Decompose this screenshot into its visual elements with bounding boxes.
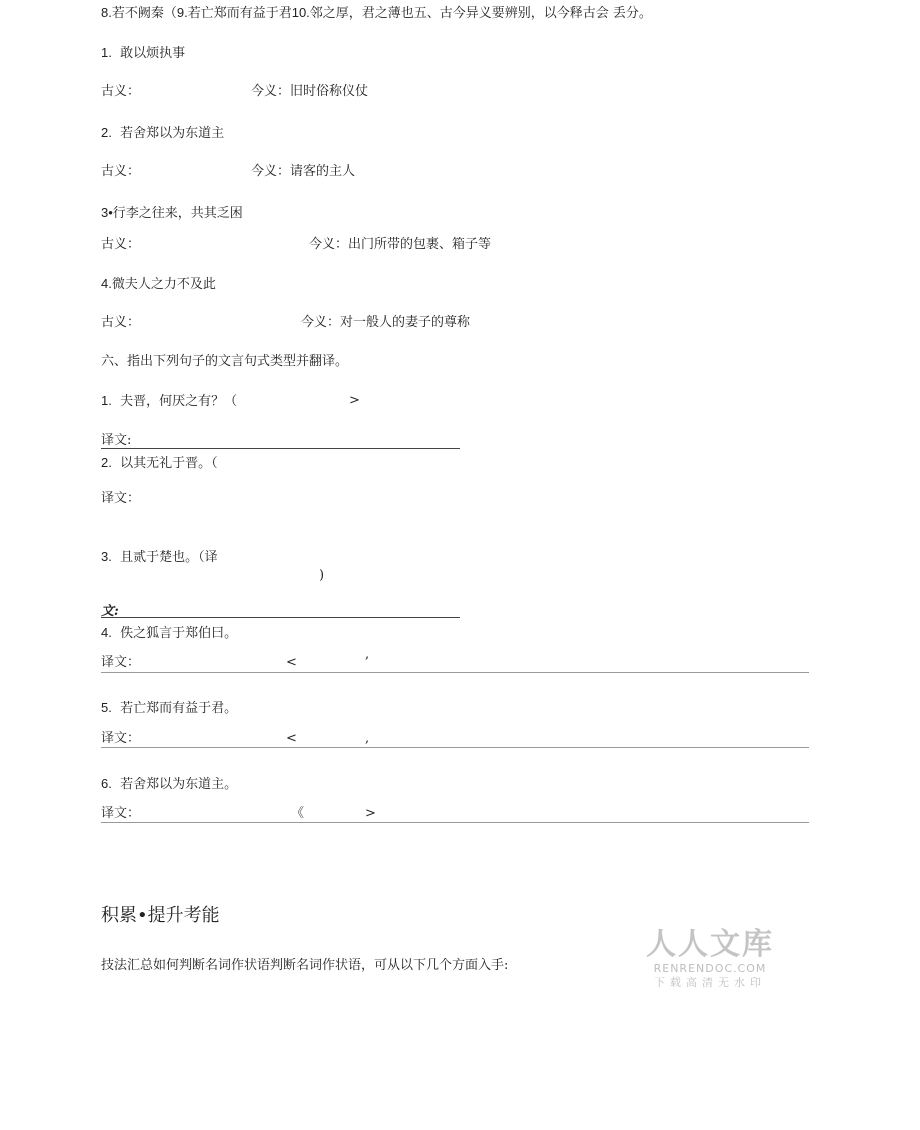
- juzi-item-4: [101, 625, 237, 642]
- jin-yi-text: 今义：出门所带的包裹、箱子等: [309, 237, 492, 252]
- yiwen-label: 译文:: [101, 433, 132, 448]
- line-8-9-10: [101, 5, 652, 22]
- watermark-title: 人人文库: [646, 927, 774, 962]
- comma-mark: ,: [365, 731, 370, 746]
- item-number: 6.: [101, 776, 112, 791]
- answer-line: [101, 672, 809, 673]
- yiwen-label: 文:: [101, 604, 119, 619]
- gujin-item-4: [101, 276, 216, 293]
- answer-line: [101, 822, 809, 823]
- gujin-item-3: [101, 205, 243, 222]
- watermark-logo: [645, 928, 775, 990]
- gujin-item-1: [101, 45, 185, 62]
- item-text: 若不阙秦（: [111, 6, 177, 21]
- watermark-url: RENRENDOC.COM: [653, 962, 767, 975]
- yiwen-label: 译文：: [101, 655, 141, 670]
- item-text: 若亡郑而有益于君。: [120, 701, 238, 716]
- juzi-item-2: [101, 455, 218, 472]
- jin-yi-text: 今义：对一般人的妻子的尊称: [301, 315, 471, 330]
- open-bracket: <: [286, 731, 297, 746]
- item-number: 1.: [101, 393, 112, 408]
- gu-yi-label: 古义：: [101, 237, 141, 252]
- item-text: 佚之狐言于郑伯曰。: [120, 626, 238, 641]
- juzi-item-6: [101, 776, 237, 793]
- item-number: 4.: [101, 625, 112, 640]
- watermark-tagline: 下载高清无水印: [654, 976, 766, 989]
- item-number: 10.: [291, 5, 310, 20]
- item-number: 8.: [101, 5, 112, 20]
- juzi-item-3: [101, 549, 218, 566]
- item-text: 夫晋，何厌之有？（: [120, 394, 238, 409]
- item-text: 以其无礼于晋。（: [120, 456, 218, 471]
- item-text: 若舍郑以为东道主。: [120, 777, 238, 792]
- comma-mark: ,: [365, 647, 370, 662]
- item-text: 微夫人之力不及此: [111, 277, 216, 292]
- item-number: 2.: [101, 125, 112, 140]
- juzi-item-5: [101, 700, 237, 717]
- open-bracket: <: [286, 655, 297, 670]
- answer-line: [101, 448, 460, 449]
- answer-line: [101, 747, 809, 748]
- item-text: 且贰于楚也。（译: [120, 550, 218, 565]
- gu-yi-label: 古义：: [101, 315, 141, 330]
- gu-yi-label: 古义：: [101, 164, 141, 179]
- item-text: 邻之厚，君之薄也五、古今异义要辨别，以今释古会 丢分。: [309, 6, 652, 21]
- yiwen-label: 译文：: [101, 806, 141, 821]
- close-bracket: >: [365, 806, 376, 821]
- section-heading: 积累•提升考能: [101, 905, 220, 926]
- item-number: 1.: [101, 45, 112, 60]
- answer-line: [101, 617, 460, 618]
- yiwen-label: 译文：: [101, 491, 141, 506]
- item-number: 4.: [101, 276, 112, 291]
- jin-yi-text: 今义：请客的主人: [251, 164, 356, 179]
- item-number: 3.: [101, 549, 112, 564]
- close-bracket: >: [349, 393, 360, 408]
- gujin-item-2: [101, 125, 224, 142]
- item-number: 9.: [176, 5, 188, 20]
- item-number: 3•: [101, 205, 113, 220]
- technique-summary: 技法汇总如何判断名词作状语判断名词作状语，可从以下几个方面入手:: [101, 958, 509, 973]
- close-paren: ): [319, 568, 325, 583]
- yiwen-label: 译文：: [101, 731, 141, 746]
- item-number: 2.: [101, 455, 112, 470]
- item-text: 若亡郑而有益于君: [187, 6, 292, 21]
- item-text: 行李之往来，共其乏困: [112, 206, 243, 221]
- open-bracket: 《: [291, 806, 305, 821]
- item-text: 若舍郑以为东道主: [120, 126, 225, 141]
- gu-yi-label: 古义：: [101, 84, 141, 99]
- jin-yi-text: 今义：旧时俗称仪仗: [251, 84, 369, 99]
- juzi-item-1: [101, 393, 237, 410]
- item-text: 敢以烦执事: [120, 46, 186, 61]
- item-number: 5.: [101, 700, 112, 715]
- section-6-title: 六、指出下列句子的文言句式类型并翻译。: [101, 354, 349, 369]
